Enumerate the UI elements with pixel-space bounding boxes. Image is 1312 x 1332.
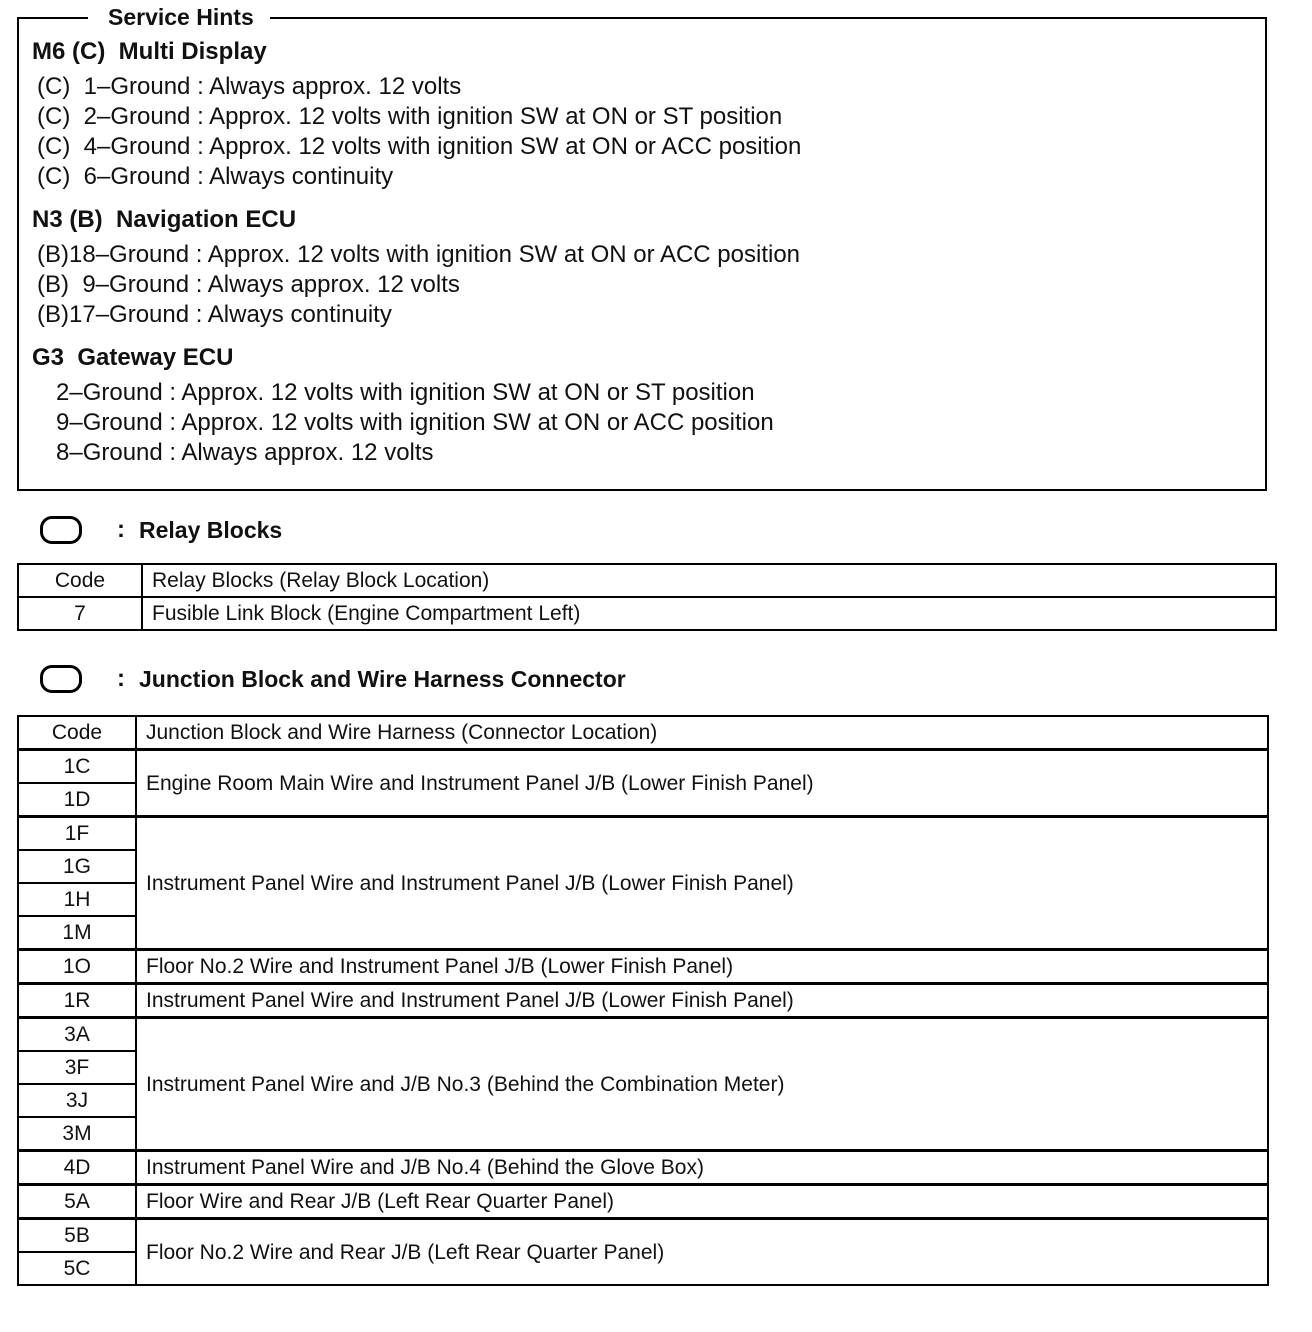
relay-blocks-heading: [40, 513, 282, 547]
table-row: [18, 750, 1268, 784]
connector-desc: Instrument Panel Wire and Instrument Panel J/B (Lower Finish Panel): [136, 984, 1268, 1018]
table-row: [18, 984, 1268, 1018]
table-row: [18, 1151, 1268, 1185]
connector-desc: Instrument Panel Wire and Instrument Panel J/B (Lower Finish Panel): [136, 817, 1268, 950]
connector-desc: Floor No.2 Wire and Instrument Panel J/B (Lower Finish Panel): [136, 950, 1268, 984]
hint-group-title: N3 (B) Navigation ECU: [32, 206, 297, 233]
junction-block-table: [17, 715, 1269, 1286]
relay-blocks-colon: :: [117, 516, 125, 543]
connector-code: 1F: [18, 817, 136, 851]
service-hints-title: Service Hints: [88, 3, 270, 31]
hint-group-navigation-ecu: [32, 206, 800, 330]
connector-desc: Instrument Panel Wire and J/B No.3 (Behind the Combination Meter): [136, 1018, 1268, 1151]
header-code: Code: [18, 564, 142, 597]
connector-desc: Floor No.2 Wire and Rear J/B (Left Rear Quarter Panel): [136, 1219, 1268, 1286]
header-desc: Junction Block and Wire Harness (Connector Location): [136, 716, 1268, 750]
hint-line: 8–Ground : Always approx. 12 volts: [56, 439, 434, 466]
connector-code: 1D: [18, 783, 136, 817]
hint-line: (C) 1–Ground : Always approx. 12 volts: [37, 73, 462, 100]
connector-desc: Floor Wire and Rear J/B (Left Rear Quarter Panel): [136, 1185, 1268, 1219]
table-row: [18, 1185, 1268, 1219]
connector-code: 5A: [18, 1185, 136, 1219]
table-row: [18, 1018, 1268, 1052]
hint-group-title: G3 Gateway ECU: [32, 344, 234, 371]
table-row: [18, 817, 1268, 851]
junction-block-symbol-icon: [40, 665, 82, 693]
junction-block-title: Junction Block and Wire Harness Connector: [139, 665, 626, 692]
connector-code: 3M: [18, 1117, 136, 1151]
connector-desc: Engine Room Main Wire and Instrument Panel J/B (Lower Finish Panel): [136, 750, 1268, 817]
hint-line: (B) 9–Ground : Always approx. 12 volts: [37, 271, 460, 298]
connector-desc: Instrument Panel Wire and J/B No.4 (Behind the Glove Box): [136, 1151, 1268, 1185]
table-row: [18, 597, 1276, 630]
table-header-row: [18, 716, 1268, 750]
connector-code: 1M: [18, 916, 136, 950]
hint-line: 9–Ground : Approx. 12 volts with ignition SW at ON or ACC position: [56, 409, 774, 436]
connector-code: 4D: [18, 1151, 136, 1185]
hint-line: 2–Ground : Approx. 12 volts with ignition SW at ON or ST position: [56, 379, 755, 406]
connector-code: 1O: [18, 950, 136, 984]
hint-group-gateway-ecu: [32, 344, 774, 468]
connector-code: 3F: [18, 1051, 136, 1084]
hint-line: (B)17–Ground : Always continuity: [37, 301, 392, 328]
connector-code: 5C: [18, 1252, 136, 1285]
relay-block-symbol-icon: [40, 516, 82, 544]
connector-code: 1H: [18, 883, 136, 916]
junction-block-colon: :: [117, 665, 125, 692]
header-desc: Relay Blocks (Relay Block Location): [142, 564, 1276, 597]
table-row: [18, 950, 1268, 984]
connector-code: 1C: [18, 750, 136, 784]
relay-code: 7: [18, 597, 142, 630]
connector-code: 5B: [18, 1219, 136, 1253]
connector-code: 3J: [18, 1084, 136, 1117]
hint-line: (B)18–Ground : Approx. 12 volts with ignition SW at ON or ACC position: [37, 241, 801, 268]
connector-code: 1R: [18, 984, 136, 1018]
table-row: [18, 1219, 1268, 1253]
hint-line: (C) 4–Ground : Approx. 12 volts with ignition SW at ON or ACC position: [37, 133, 802, 160]
hint-group-multi-display: [32, 38, 801, 192]
connector-code: 1G: [18, 850, 136, 883]
hint-line: (C) 6–Ground : Always continuity: [37, 163, 394, 190]
header-code: Code: [18, 716, 136, 750]
junction-block-heading: [40, 662, 626, 696]
hint-line: (C) 2–Ground : Approx. 12 volts with ignition SW at ON or ST position: [37, 103, 783, 130]
relay-blocks-table: [17, 563, 1277, 631]
relay-desc: Fusible Link Block (Engine Compartment Left): [142, 597, 1276, 630]
relay-blocks-title: Relay Blocks: [139, 516, 283, 543]
table-header-row: [18, 564, 1276, 597]
connector-code: 3A: [18, 1018, 136, 1052]
hint-group-title: M6 (C) Multi Display: [32, 38, 267, 65]
